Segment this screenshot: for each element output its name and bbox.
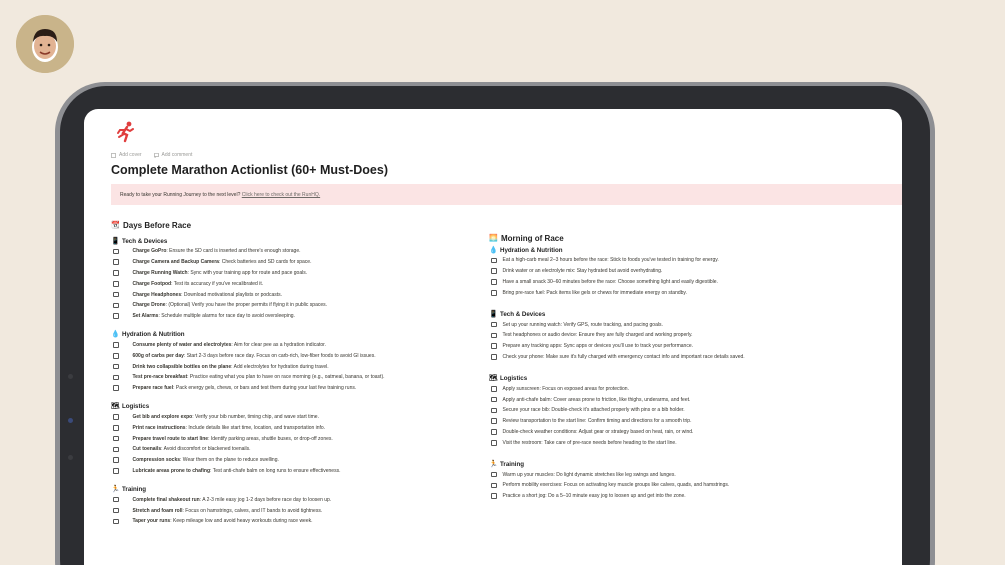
camera-dot <box>68 418 73 423</box>
checklist-item[interactable] <box>111 300 471 311</box>
spacer <box>489 448 879 460</box>
checklist-text: Perform mobility exercises: Focus on activating key muscle groups like calves, quads, and hamstrings. <box>502 482 730 489</box>
notion-page <box>84 109 902 565</box>
checkbox[interactable] <box>491 322 497 328</box>
checklist-text: Consume plenty of water and electrolytes: Aim for clear pee as a hydration indicator. <box>132 341 326 348</box>
checklist-text: Charge Headphones: Download motivational playlists or podcasts. <box>132 291 283 298</box>
subsection-heading: 📱 Tech & Devices <box>489 310 546 318</box>
checklist-item[interactable] <box>111 412 471 423</box>
checklist-item[interactable] <box>489 266 879 277</box>
checklist-item[interactable] <box>111 246 471 257</box>
checklist-text: Print race instructions: Include details like start time, location, and transportation info. <box>132 424 326 431</box>
subsection-heading: 💧 Hydration & Nutrition <box>111 331 185 339</box>
checklist-text: Visit the restroom: Take care of pre-race needs before heading to the start line. <box>502 439 677 446</box>
checkbox[interactable] <box>113 375 119 381</box>
checklist-text: Test headphones or audio device: Ensure they are fully charged and working properly. <box>502 332 693 339</box>
subsection-heading: 🏃 Training <box>111 485 147 493</box>
checklist-text: Apply anti-chafe balm: Cover areas prone to friction, like thighs, underarms, and feet. <box>502 396 691 403</box>
checkbox[interactable] <box>491 397 497 403</box>
checkbox[interactable] <box>113 249 119 255</box>
runner-icon: 🏃 <box>111 485 120 493</box>
checkbox[interactable] <box>491 354 497 360</box>
checklist-text: Stretch and foam roll: Focus on hamstrings, calves, and IT bands to avoid tightness. <box>132 507 323 514</box>
checkbox[interactable] <box>113 457 119 463</box>
checklist-item[interactable] <box>111 516 471 527</box>
checklist-text: Bring pre-race fuel: Pack items like gels or chews for immediate energy on standby. <box>502 289 687 296</box>
sunrise-icon: 🌅 <box>489 234 498 242</box>
checklist-text: Charge Running Watch: Sync with your training app for route and pace goals. <box>132 269 308 276</box>
checklist-item[interactable] <box>111 340 471 351</box>
checkbox[interactable] <box>113 281 119 287</box>
checklist-item[interactable] <box>111 289 471 300</box>
checklist-item[interactable] <box>489 352 879 363</box>
checkbox[interactable] <box>113 303 119 309</box>
runner-icon[interactable] <box>114 120 138 144</box>
checklist-item[interactable] <box>111 350 471 361</box>
checkbox[interactable] <box>113 292 119 298</box>
add-cover-button[interactable]: Add cover <box>111 152 142 158</box>
checklist-item[interactable] <box>111 311 471 322</box>
checklist-item[interactable] <box>111 433 471 444</box>
checklist-item[interactable] <box>111 466 471 477</box>
checklist-text: Practice a short jog: Do a 5–10 minute easy jog to loosen up and get into the zone. <box>502 493 686 500</box>
checklist-text: Test pre-race breakfast: Practice eating what you plan to have on race morning (e.g., oatmeal, banana, or toast). <box>132 374 385 381</box>
left-column <box>111 220 471 536</box>
checklist-text: Check your phone: Make sure it's fully charged with emergency contact info and important race details saved. <box>502 353 745 360</box>
runner-icon: 🏃 <box>489 460 498 468</box>
avatar <box>16 15 74 73</box>
checkbox[interactable] <box>491 333 497 339</box>
checklist-text: Cut toenails: Avoid discomfort or blackened toenails. <box>132 446 251 453</box>
checklist-text: Set Alarms: Schedule multiple alarms for race day to avoid oversleeping. <box>132 313 295 320</box>
checkbox[interactable] <box>113 447 119 453</box>
checkbox[interactable] <box>113 342 119 348</box>
spacer <box>111 322 471 331</box>
checklist-text: Apply sunscreen: Focus on exposed areas for protection. <box>502 385 629 392</box>
checklist-text: Compression socks: Wear them on the plane to reduce swelling. <box>132 457 279 464</box>
checkbox[interactable] <box>491 429 497 435</box>
camera-dot <box>68 455 73 460</box>
subsection-heading: 📱 Tech & Devices <box>111 237 168 245</box>
checkbox[interactable] <box>491 258 497 264</box>
checklist-item[interactable] <box>489 491 879 502</box>
droplet-icon: 💧 <box>489 246 498 254</box>
checklist-text: Complete final shakeout run: A 2-3 mile easy jog 1-2 days before race day to loosen up. <box>132 496 332 503</box>
checkbox[interactable] <box>491 472 497 478</box>
checklist-item[interactable] <box>489 330 879 341</box>
checkbox[interactable] <box>113 508 119 514</box>
checklist-text: Eat a high-carb meal 2–3 hours before the race: Stick to foods you've tested in training for energy. <box>502 257 719 264</box>
checklist-item[interactable] <box>489 319 879 330</box>
checklist-text: Double-check weather conditions: Adjust gear or strategy based on heat, rain, or wind. <box>502 428 694 435</box>
checklist-text: Prepare travel route to start line: Identify parking areas, shuttle buses, or drop-off zones. <box>132 435 333 442</box>
checklist-text: Drink two collapsible bottles on the plane: Add electrolytes for hydration during travel. <box>132 363 329 370</box>
spacer <box>111 476 471 485</box>
map-icon: 🗺 <box>111 403 120 411</box>
right-column <box>489 233 879 514</box>
checklist-item[interactable] <box>111 257 471 268</box>
checklist-item[interactable] <box>489 469 879 480</box>
checklist-item[interactable] <box>489 437 879 448</box>
checkbox[interactable] <box>113 270 119 276</box>
checklist-text: Get bib and explore expo: Verify your bib number, timing chip, and wave start time. <box>132 413 319 420</box>
spacer <box>489 362 879 374</box>
map-icon: 🗺 <box>489 374 498 382</box>
checklist-item[interactable] <box>111 383 471 394</box>
checklist-item[interactable] <box>111 372 471 383</box>
checklist-item[interactable] <box>111 494 471 505</box>
checklist-text: Taper your runs: Keep mileage low and avoid heavy workouts during race week. <box>132 518 313 525</box>
checklist-text: Drink water or an electrolyte mix: Stay hydrated but avoid overhydrating. <box>502 268 663 275</box>
phone-icon: 📱 <box>489 310 498 318</box>
checkbox[interactable] <box>491 343 497 349</box>
checkbox[interactable] <box>491 483 497 489</box>
subsection-heading: 🏃 Training <box>489 460 525 468</box>
checkbox[interactable] <box>113 313 119 319</box>
subsection-heading: 🗺 Logistics <box>111 403 150 411</box>
subsection-heading: 🗺 Logistics <box>489 374 528 382</box>
checklist-item[interactable] <box>111 422 471 433</box>
checkbox[interactable] <box>113 497 119 503</box>
spacer <box>489 502 879 514</box>
subsection-heading: 💧 Hydration & Nutrition <box>489 246 563 254</box>
checklist-text: Prepare race fuel: Pack energy gels, chews, or bars and test them during your last few training runs. <box>132 385 357 392</box>
checklist-text: Have a small snack 30–60 minutes before the race: Choose something light and easily digestible. <box>502 278 718 285</box>
page-meta <box>111 152 192 158</box>
checklist-text: 600g of carbs per day: Start 2-3 days before race day. Focus on carb-rich, low-fiber foods to avoid GI issues. <box>132 352 376 359</box>
checklist-item[interactable] <box>489 405 879 416</box>
checkbox[interactable] <box>113 385 119 391</box>
checklist-text: Prepare any tracking apps: Sync apps or devices you'll use to track your performance. <box>502 343 693 350</box>
checklist-text: Warm up your muscles: Do light dynamic stretches like leg swings and lunges. <box>502 471 676 478</box>
checklist-text: Secure your race bib: Double-check it's attached properly with pins or a bib holder. <box>502 407 685 414</box>
checkbox[interactable] <box>113 353 119 359</box>
callout-banner: Ready to take your Running Journey to the next level? Click here to check out the RunHQ. <box>111 184 902 205</box>
spacer <box>111 394 471 403</box>
checklist-text: Set up your running watch: Verify GPS, route tracking, and pacing goals. <box>502 321 663 328</box>
checklist-item[interactable] <box>489 383 879 394</box>
checklist-item[interactable] <box>111 361 471 372</box>
checklist-item[interactable] <box>489 416 879 427</box>
phone-icon: 📱 <box>111 237 120 245</box>
checkbox[interactable] <box>113 519 119 525</box>
checklist-item[interactable] <box>111 278 471 289</box>
page-title: Complete Marathon Actionlist (60+ Must-Does) <box>111 163 388 177</box>
checklist-item[interactable] <box>111 505 471 516</box>
checklist-text: Charge Drone: (Optional) Verify you have the proper permits if flying it in public spaces. <box>132 302 328 309</box>
checklist-item[interactable] <box>489 394 879 405</box>
section-heading: 🌅 Morning of Race <box>489 233 564 243</box>
checkbox[interactable] <box>491 440 497 446</box>
checkbox[interactable] <box>491 268 497 274</box>
add-comment-button[interactable]: Add comment <box>154 152 193 158</box>
checkbox[interactable] <box>491 493 497 499</box>
spacer <box>489 298 879 310</box>
checklist-item[interactable] <box>489 341 879 352</box>
camera-dot <box>68 374 73 379</box>
checklist-item[interactable] <box>489 480 879 491</box>
checklist-text: Review transportation to the start line: Confirm timing and directions for a smooth trip. <box>502 418 692 425</box>
checklist-text: Charge GoPro: Ensure the SD card is inserted and there's enough storage. <box>132 248 301 255</box>
spacer <box>111 527 471 536</box>
checkbox[interactable] <box>113 468 119 474</box>
checkbox[interactable] <box>491 386 497 392</box>
section-heading: 📆 Days Before Race <box>111 220 192 230</box>
checkbox[interactable] <box>113 425 119 431</box>
checklist-text: Charge Camera and Backup Camera: Check batteries and SD cards for space. <box>132 259 312 266</box>
droplet-icon: 💧 <box>111 331 120 339</box>
checklist-text: Charge Footpod: Test its accuracy if you've recalibrated it. <box>132 280 264 287</box>
checkbox[interactable] <box>113 259 119 265</box>
checklist-item[interactable] <box>489 427 879 438</box>
checklist-item[interactable] <box>111 268 471 279</box>
runhq-link[interactable]: Click here to check out the RunHQ. <box>241 192 321 198</box>
checkbox[interactable] <box>113 364 119 370</box>
spacer <box>111 230 471 237</box>
calendar-icon: 📆 <box>111 221 120 229</box>
checkbox[interactable] <box>113 436 119 442</box>
checklist-item[interactable] <box>489 277 879 288</box>
checklist-item[interactable] <box>111 455 471 466</box>
checkbox[interactable] <box>491 279 497 285</box>
checklist-item[interactable] <box>111 444 471 455</box>
comment-icon <box>154 153 159 158</box>
checklist-item[interactable] <box>489 255 879 266</box>
image-icon <box>111 153 116 158</box>
checklist-item[interactable] <box>489 287 879 298</box>
checkbox[interactable] <box>491 418 497 424</box>
checkbox[interactable] <box>491 408 497 414</box>
checkbox[interactable] <box>113 414 119 420</box>
checklist-text: Lubricate areas prone to chafing: Test anti-chafe balm on long runs to ensure effectiveness. <box>132 467 341 474</box>
checkbox[interactable] <box>491 290 497 296</box>
